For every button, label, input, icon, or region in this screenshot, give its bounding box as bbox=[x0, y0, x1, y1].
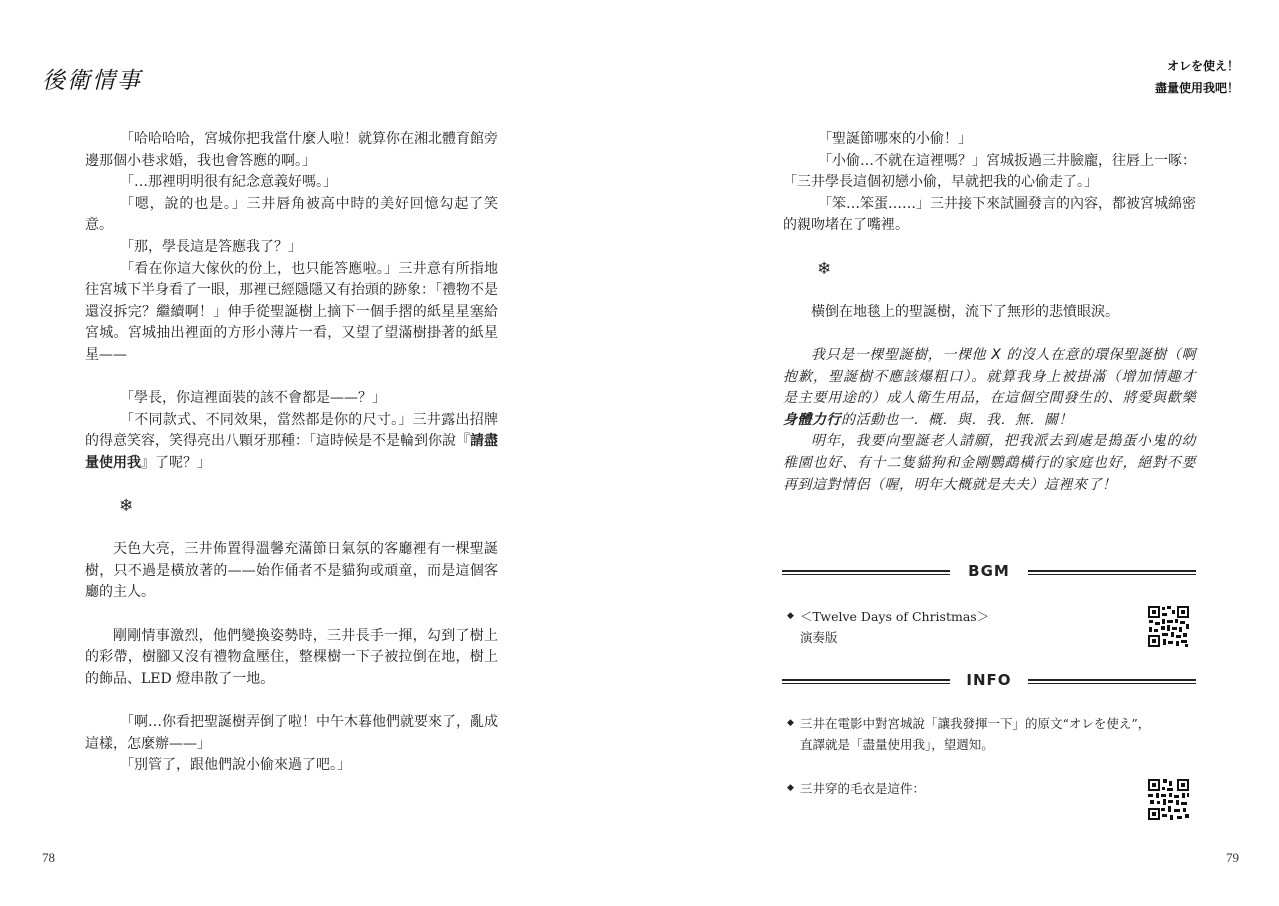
brand-title: 後衛情事 bbox=[42, 68, 142, 94]
paragraph: 「那，學長這是答應我了？」 bbox=[120, 238, 302, 255]
paragraph: 「嗯，說的也是。」三井唇角被高中時的美好回憶勾起了笑意。 bbox=[85, 195, 498, 234]
paragraph-part: 的活動也一．概．與．我．無．關！ bbox=[841, 411, 1073, 428]
divider bbox=[1028, 570, 1196, 575]
running-header bbox=[1155, 55, 1239, 99]
paragraph-part: 「不同款式、不同效果，當然都是你的尺寸。」三井露出招牌的得意笑容，笑得亮出八顆牙那種：「這時候是不是輪到你說『 bbox=[85, 411, 498, 450]
info-sweater-note: 三井穿的毛衣是這件： bbox=[800, 781, 926, 796]
paragraph: 橫倒在地毯上的聖誕樹，流下了無形的悲憤眼淚。 bbox=[811, 303, 1119, 320]
bold-phrase: 身體力行 bbox=[783, 411, 841, 428]
paragraph: 明年，我要向聖誕老人請願，把我派去到處是搗蛋小鬼的幼稚園也好、有十二隻貓狗和金剛鸚鵡橫行的家庭也好，絕對不要再到這對情侶（喔，明年大概就是夫夫）這裡來了！ bbox=[783, 433, 1196, 493]
bgm-item bbox=[787, 606, 989, 648]
bgm-title: BGM bbox=[968, 562, 1010, 580]
paragraph: 「…那裡明明很有紀念意義好嗎。」 bbox=[120, 174, 337, 191]
diamond-bullet-icon: ◆ bbox=[787, 718, 794, 728]
paragraph: 「笨…笨蛋……」三井接下來試圖發言的內容，都被宮城綿密的親吻堵在了嘴裡。 bbox=[783, 195, 1196, 234]
info-note-line2: 直譯就是「盡量使用我」，望週知。 bbox=[800, 737, 994, 752]
left-body-text bbox=[85, 129, 498, 777]
paragraph: 「看在你這大傢伙的份上，也只能答應啦。」三井意有所指地往宮城下半身看了一眼，那裡已經隱隱又有抬頭的跡象：「禮物不是還沒拆完？繼續啊！」伸手從聖誕樹上摘下一個手摺的紙星星塞給宮城。宮城抽出裡面的方形小薄片一看，又望了望滿樹掛著的紙星星—— bbox=[85, 260, 498, 363]
right-body-text bbox=[783, 129, 1196, 496]
header-japanese: オレを使え！ bbox=[1166, 59, 1239, 73]
paragraph bbox=[85, 410, 498, 475]
paragraph bbox=[783, 345, 1196, 431]
paragraph: 天色大亮，三井佈置得溫馨充滿節日氣氛的客廳裡有一棵聖誕樹，只不過是橫放著的——始作俑者不是貓狗或頑童，而是這個客廳的主人。 bbox=[85, 541, 498, 601]
paragraph-part: 我只是一棵聖誕樹，一棵他 X 的沒人在意的環保聖誕樹（啊抱歉，聖誕樹不應該爆粗口）。就算我身上被掛滿（增加情趣才是主要用途的）成人衛生用品，在這個空間發生的、將愛與歡樂 bbox=[783, 346, 1196, 407]
header-chinese: 盡量使用我吧！ bbox=[1154, 81, 1239, 95]
info-item bbox=[787, 713, 1150, 755]
info-title: INFO bbox=[966, 671, 1012, 689]
paragraph: 「聖誕節哪來的小偷！」 bbox=[818, 131, 972, 147]
paragraph: 「學長，你這裡面裝的該不會都是——？」 bbox=[120, 390, 386, 407]
paragraph-part: 』了呢？」 bbox=[141, 454, 211, 471]
bgm-song-title: ＜Twelve Days of Christmas＞ bbox=[800, 609, 990, 624]
page-number-left: 78 bbox=[42, 850, 55, 865]
paragraph: 「啊…你看把聖誕樹弄倒了啦！中午木暮他們就要來了，亂成這樣，怎麼辦——」 bbox=[85, 714, 498, 752]
bgm-version: 演奏版 bbox=[800, 630, 838, 645]
page-number-right: 79 bbox=[1226, 850, 1239, 865]
paragraph: 「別管了，跟他們說小偷來過了吧。」 bbox=[120, 757, 351, 774]
snowflake-divider-icon: ❄ bbox=[817, 258, 832, 279]
info-note-line1: 三井在電影中對宮城說「讓我發揮一下」的原文“オレを使え”， bbox=[800, 716, 1151, 731]
paragraph: 剛剛情事激烈，他們變換姿勢時，三井長手一揮，勾到了樹上的彩帶，樹腳又沒有禮物盒壓住，整棵樹一下子被拉倒在地，樹上的飾品、LED 燈串散了一地。 bbox=[85, 627, 498, 687]
paragraph: 「小偷…不就在這裡嗎？」宮城扳過三井臉龐，往唇上一啄：「三井學長這個初戀小偷，早就把我的心偷走了。」 bbox=[783, 152, 1196, 191]
divider bbox=[1028, 679, 1196, 684]
bgm-section-header bbox=[782, 562, 1196, 584]
tree-monologue bbox=[783, 345, 1196, 496]
snowflake-divider-icon: ❄ bbox=[119, 496, 134, 517]
info-item bbox=[787, 778, 925, 799]
qr-code-icon[interactable] bbox=[1147, 605, 1190, 648]
diamond-bullet-icon: ◆ bbox=[787, 611, 794, 621]
diamond-bullet-icon: ◆ bbox=[787, 783, 794, 793]
bold-phrase: 請盡量使用我 bbox=[85, 433, 498, 471]
paragraph: 「哈哈哈哈，宮城你把我當什麼人啦！就算你在湘北體育館旁邊那個小巷求婚，我也會答應的啊。」 bbox=[85, 131, 498, 169]
qr-code-icon[interactable] bbox=[1147, 778, 1190, 821]
right-page bbox=[640, 0, 1279, 906]
info-section-header bbox=[782, 671, 1196, 693]
